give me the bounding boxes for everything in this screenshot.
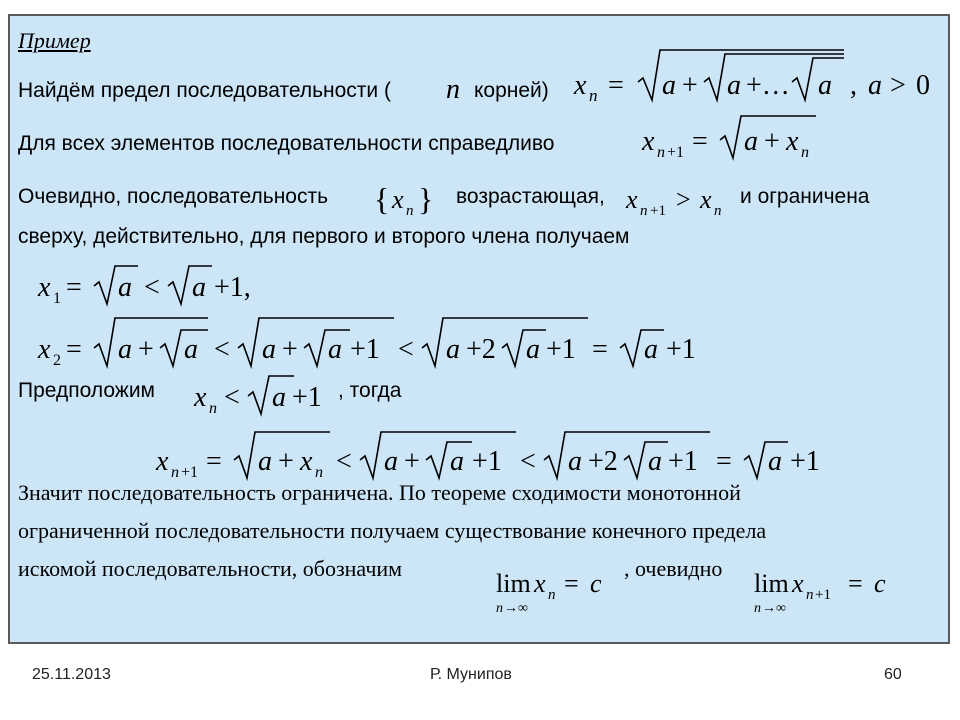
svg-text:+1: +1 <box>292 382 322 413</box>
svg-text:a: a <box>568 446 582 477</box>
svg-text:=: = <box>608 70 624 101</box>
formula-limit-xn <box>494 560 620 618</box>
svg-text:=: = <box>592 334 608 365</box>
svg-text:a: a <box>192 272 206 303</box>
svg-text:+: + <box>282 334 298 365</box>
svg-text:=: = <box>66 272 82 303</box>
svg-text:+1: +1 <box>472 446 502 477</box>
svg-text:a: a <box>184 334 198 365</box>
svg-text:a: a <box>118 272 132 303</box>
footer-date: 25.11.2013 <box>32 666 111 683</box>
svg-text:a: a <box>526 334 540 365</box>
line3-suffix: и ограничена <box>740 185 870 208</box>
formula-sequence-braces <box>372 176 434 220</box>
formula-limit-xn1 <box>752 560 902 618</box>
svg-text:<: < <box>214 334 230 365</box>
svg-text:→∞: →∞ <box>504 601 528 616</box>
conclusion-line3-prefix: искомой последовательности, обозначим <box>18 556 403 581</box>
svg-text:x: x <box>626 185 638 214</box>
formula-xn1-chain <box>154 428 844 480</box>
svg-text:x: x <box>534 569 546 598</box>
svg-text:n: n <box>406 203 414 219</box>
line5-prefix: Предположим <box>18 379 155 402</box>
svg-text:a: a <box>662 70 676 101</box>
svg-text:+1: +1 <box>815 587 831 603</box>
svg-text:n: n <box>806 587 814 603</box>
formula-increasing <box>624 176 734 220</box>
line3-middle: возрастающая, <box>456 185 605 208</box>
svg-text:=: = <box>848 569 863 598</box>
line2-prefix: Для всех элементов последовательности справедливо <box>18 132 555 155</box>
svg-text:+1: +1 <box>667 144 685 161</box>
svg-text:n: n <box>589 86 598 105</box>
svg-text:a: a <box>727 70 741 101</box>
svg-text:<: < <box>398 334 414 365</box>
line4-text: сверху, действительно, для первого и второго члена получаем <box>18 225 630 248</box>
svg-text:a: a <box>450 446 464 477</box>
svg-text:n: n <box>548 587 556 603</box>
svg-text:+1: +1 <box>666 334 696 365</box>
svg-text:n: n <box>754 601 761 616</box>
svg-text:x: x <box>700 185 712 214</box>
svg-text:+1: +1 <box>650 203 666 219</box>
svg-text:c: c <box>590 569 602 598</box>
svg-text:a: a <box>768 446 782 477</box>
svg-text:a: a <box>258 446 272 477</box>
svg-text:+1: +1 <box>546 334 576 365</box>
line1-suffix: корней) <box>474 79 549 102</box>
svg-text:}: } <box>418 181 434 217</box>
svg-text:→∞: →∞ <box>762 601 786 616</box>
svg-text:n: n <box>496 601 503 616</box>
svg-text:>: > <box>676 185 691 214</box>
svg-text:a: a <box>384 446 398 477</box>
svg-text:+1: +1 <box>181 464 199 481</box>
svg-text:+1,: +1, <box>214 272 251 303</box>
svg-text:+…: +… <box>746 70 790 101</box>
svg-text:+: + <box>404 446 420 477</box>
svg-text:=: = <box>564 569 579 598</box>
svg-text:a: a <box>118 334 132 365</box>
svg-text:a: a <box>262 334 276 365</box>
svg-text:x: x <box>392 185 404 214</box>
svg-text:lim: lim <box>754 569 789 598</box>
svg-text:n: n <box>640 203 648 219</box>
svg-text:2: 2 <box>53 352 61 369</box>
svg-text:<: < <box>144 272 160 303</box>
svg-text:n: n <box>714 203 722 219</box>
svg-text:n: n <box>171 464 179 481</box>
footer-author: Р. Мунипов <box>430 666 512 683</box>
svg-text:a: a <box>328 334 342 365</box>
svg-text:,: , <box>850 70 857 101</box>
formula-assumption <box>192 372 342 418</box>
line5-suffix: , тогда <box>338 379 402 402</box>
svg-text:+: + <box>138 334 154 365</box>
conclusion-line2: ограниченной последовательности получаем существование конечного предела <box>18 518 767 543</box>
svg-text:x: x <box>156 446 169 477</box>
svg-text:x: x <box>786 126 799 157</box>
svg-text:1: 1 <box>53 290 61 307</box>
svg-text:a: a <box>868 70 882 101</box>
svg-text:lim: lim <box>496 569 531 598</box>
svg-text:n: n <box>315 464 323 481</box>
svg-text:=: = <box>716 446 732 477</box>
svg-text:+2: +2 <box>466 334 496 365</box>
formula-xn-nested-root <box>570 44 950 104</box>
svg-text:+2: +2 <box>588 446 618 477</box>
svg-text:+: + <box>764 126 780 157</box>
svg-text:=: = <box>692 126 708 157</box>
svg-text:<: < <box>336 446 352 477</box>
footer-page-number: 60 <box>884 666 902 683</box>
svg-text:=: = <box>66 334 82 365</box>
svg-text:n: n <box>801 144 809 161</box>
svg-text:{: { <box>374 181 390 217</box>
svg-text:a: a <box>818 70 832 101</box>
line3-prefix: Очевидно, последовательность <box>18 185 329 208</box>
svg-text:x: x <box>792 569 804 598</box>
svg-text:=: = <box>206 446 222 477</box>
svg-text:x: x <box>194 382 207 413</box>
svg-text:n: n <box>657 144 665 161</box>
svg-text:x: x <box>38 272 51 303</box>
svg-text:+: + <box>278 446 294 477</box>
svg-text:a: a <box>644 334 658 365</box>
svg-text:a: a <box>446 334 460 365</box>
svg-text:<: < <box>224 382 240 413</box>
svg-text:+1: +1 <box>350 334 380 365</box>
svg-text:+: + <box>682 70 698 101</box>
svg-text:x: x <box>642 126 655 157</box>
svg-text:a: a <box>648 446 662 477</box>
line1-n-symbol: n <box>446 74 460 105</box>
svg-text:<: < <box>520 446 536 477</box>
svg-text:a: a <box>272 382 286 413</box>
svg-text:x: x <box>38 334 51 365</box>
svg-text:>: > <box>890 70 906 101</box>
svg-text:+1: +1 <box>790 446 820 477</box>
svg-text:c: c <box>874 569 886 598</box>
svg-text:0: 0 <box>916 70 930 101</box>
svg-text:x: x <box>574 70 587 101</box>
conclusion-line1: Значит последовательность ограничена. По теореме сходимости монотонной <box>18 480 741 505</box>
svg-text:n: n <box>209 400 217 417</box>
formula-x1 <box>36 262 276 308</box>
conclusion-line3-middle: , очевидно <box>624 556 723 581</box>
line1-prefix: Найдём предел последовательности ( <box>18 79 391 102</box>
svg-text:a: a <box>744 126 758 157</box>
formula-x2 <box>36 316 716 368</box>
svg-text:+1: +1 <box>668 446 698 477</box>
svg-text:x: x <box>300 446 313 477</box>
formula-recurrence <box>640 112 830 164</box>
example-heading: Пример <box>18 28 91 53</box>
